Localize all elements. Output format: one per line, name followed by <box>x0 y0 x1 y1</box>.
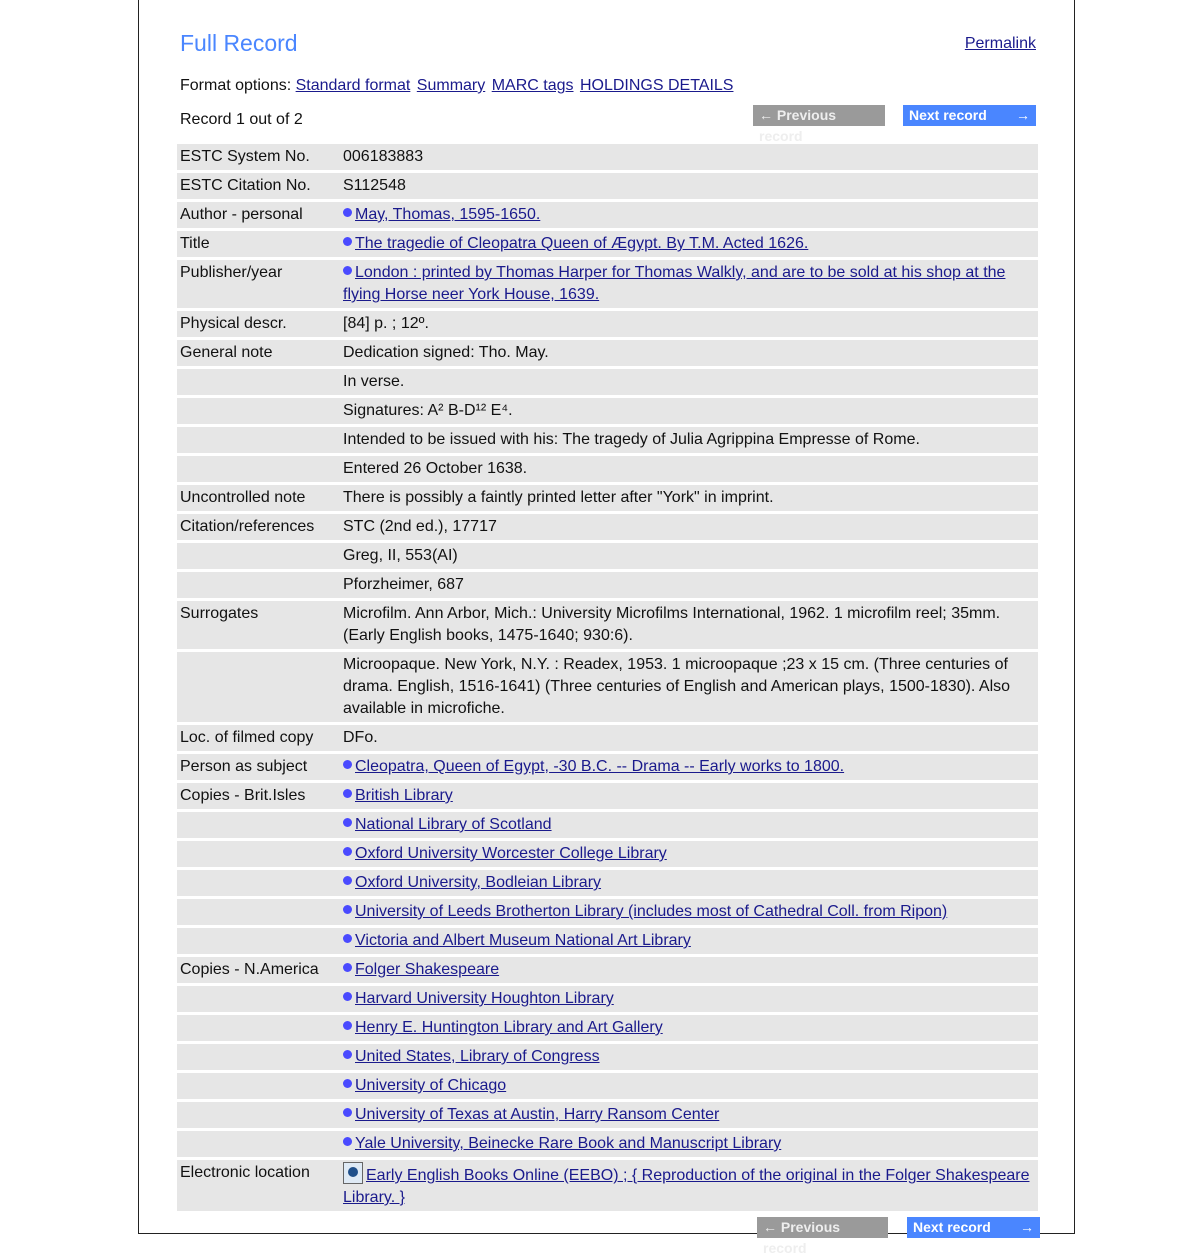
field-value-cell <box>340 1015 1038 1041</box>
previous-record-button-bottom[interactable] <box>757 1217 888 1256</box>
field-label: Uncontrolled note <box>177 485 340 511</box>
arrow-right-icon: → <box>1020 1219 1034 1235</box>
field-value-link[interactable]: Oxford University, Bodleian Library <box>355 874 602 891</box>
field-label <box>177 369 340 395</box>
field-value-link[interactable]: National Library of Scotland <box>355 816 552 833</box>
record-row <box>177 1073 1038 1099</box>
field-label <box>177 543 340 569</box>
record-table <box>177 141 1038 1214</box>
field-value-cell <box>340 572 1038 598</box>
record-row <box>177 340 1038 366</box>
field-value-cell <box>340 311 1038 337</box>
field-value-cell <box>340 841 1038 867</box>
bullet-icon <box>343 1050 352 1059</box>
field-value-link[interactable]: University of Leeds Brotherton Library (includes most of Cathedral Coll. from Ripon) <box>355 903 948 920</box>
bullet-icon <box>343 208 352 217</box>
next-record-label: Next record <box>913 1219 991 1235</box>
record-row <box>177 601 1038 649</box>
format-options-label: Format options: <box>180 77 292 94</box>
format-options <box>180 77 735 95</box>
record-row <box>177 754 1038 780</box>
record-row <box>177 1102 1038 1128</box>
record-row <box>177 427 1038 453</box>
field-label <box>177 427 340 453</box>
record-row <box>177 870 1038 896</box>
field-value: S112548 <box>343 177 406 194</box>
record-row <box>177 260 1038 308</box>
bullet-icon <box>343 905 352 914</box>
field-label: ESTC Citation No. <box>177 173 340 199</box>
field-value-cell <box>340 986 1038 1012</box>
field-label <box>177 841 340 867</box>
field-label: Author - personal <box>177 202 340 228</box>
record-row <box>177 1160 1038 1211</box>
bullet-icon <box>343 789 352 798</box>
field-label: Loc. of filmed copy <box>177 725 340 751</box>
field-value-link[interactable]: United States, Library of Congress <box>355 1048 600 1065</box>
field-value-cell <box>340 1044 1038 1070</box>
field-value-link[interactable]: Yale University, Beinecke Rare Book and Manuscript Library <box>355 1135 782 1152</box>
field-value-cell <box>340 144 1038 170</box>
record-row <box>177 652 1038 722</box>
field-label <box>177 1015 340 1041</box>
field-value: Dedication signed: Tho. May. <box>343 344 549 361</box>
record-row <box>177 928 1038 954</box>
bullet-icon <box>343 760 352 769</box>
field-value: There is possibly a faintly printed letter after "York" in imprint. <box>343 489 774 506</box>
field-value: Intended to be issued with his: The tragedy of Julia Agrippina Empresse of Rome. <box>343 431 920 448</box>
field-value-cell <box>340 1131 1038 1157</box>
field-value-link[interactable]: The tragedie of Cleopatra Queen of Ægypt. By T.M. Acted 1626. <box>355 235 809 252</box>
record-row <box>177 899 1038 925</box>
bullet-icon <box>343 1021 352 1030</box>
field-value: Signatures: A² B-D¹² E⁴. <box>343 402 513 419</box>
field-label: Surrogates <box>177 601 340 649</box>
field-label: Copies - Brit.Isles <box>177 783 340 809</box>
field-label: Physical descr. <box>177 311 340 337</box>
bullet-icon <box>343 992 352 1001</box>
arrow-right-icon: → <box>1016 107 1030 123</box>
field-value: Pforzheimer, 687 <box>343 576 464 593</box>
record-row <box>177 1044 1038 1070</box>
record-row <box>177 398 1038 424</box>
field-label <box>177 652 340 722</box>
field-value-cell <box>340 754 1038 780</box>
record-row <box>177 231 1038 257</box>
record-row <box>177 783 1038 809</box>
field-value-cell <box>340 601 1038 649</box>
field-value-cell <box>340 369 1038 395</box>
format-standard-link[interactable]: Standard format <box>295 77 411 94</box>
field-value-cell <box>340 1073 1038 1099</box>
field-value-cell <box>340 514 1038 540</box>
field-value-link[interactable]: University of Chicago <box>355 1077 507 1094</box>
record-row <box>177 543 1038 569</box>
field-value-cell <box>340 260 1038 308</box>
record-row <box>177 485 1038 511</box>
field-value-link[interactable]: Cleopatra, Queen of Egypt, -30 B.C. -- Drama -- Early works to 1800. <box>355 758 845 775</box>
field-label <box>177 870 340 896</box>
next-record-button-top[interactable] <box>903 105 1036 126</box>
record-row <box>177 812 1038 838</box>
field-label: Citation/references <box>177 514 340 540</box>
permalink-link[interactable]: Permalink <box>964 35 1036 52</box>
record-row <box>177 369 1038 395</box>
field-label <box>177 986 340 1012</box>
record-row <box>177 1015 1038 1041</box>
field-value-cell <box>340 652 1038 722</box>
field-value-cell <box>340 957 1038 983</box>
field-label: Copies - N.America <box>177 957 340 983</box>
record-row <box>177 572 1038 598</box>
field-value-link[interactable]: Victoria and Albert Museum National Art Library <box>355 932 691 949</box>
field-label <box>177 899 340 925</box>
previous-record-button-top[interactable] <box>753 105 885 144</box>
bullet-icon <box>343 876 352 885</box>
field-label: Publisher/year <box>177 260 340 308</box>
field-value-link[interactable]: May, Thomas, 1595-1650. <box>355 206 541 223</box>
bullet-icon <box>343 266 352 275</box>
arrow-left-icon: ← <box>759 107 773 123</box>
field-value-cell <box>340 398 1038 424</box>
field-value-cell <box>340 427 1038 453</box>
field-label <box>177 456 340 482</box>
record-row <box>177 202 1038 228</box>
field-value-cell <box>340 1102 1038 1128</box>
arrow-left-icon: ← <box>763 1219 777 1235</box>
record-row <box>177 841 1038 867</box>
bullet-icon <box>343 963 352 972</box>
previous-record-label: Previous record <box>759 107 837 144</box>
field-value: DFo. <box>343 729 378 746</box>
bullet-icon <box>343 847 352 856</box>
field-value-cell <box>340 485 1038 511</box>
field-value: [84] p. ; 12º. <box>343 315 429 332</box>
next-record-button-bottom[interactable] <box>907 1217 1040 1238</box>
field-value-cell <box>340 899 1038 925</box>
field-value-cell <box>340 340 1038 366</box>
record-count: Record 1 out of 2 <box>180 111 303 128</box>
field-value: In verse. <box>343 373 405 390</box>
record-row <box>177 986 1038 1012</box>
record-row <box>177 957 1038 983</box>
field-label: General note <box>177 340 340 366</box>
field-value: Entered 26 October 1638. <box>343 460 528 477</box>
record-row <box>177 1131 1038 1157</box>
field-value-link[interactable]: Harvard University Houghton Library <box>355 990 614 1007</box>
field-label: ESTC System No. <box>177 144 340 170</box>
field-label: Title <box>177 231 340 257</box>
field-label: Person as subject <box>177 754 340 780</box>
previous-record-label: Previous record <box>763 1219 841 1256</box>
field-label <box>177 1131 340 1157</box>
format-marc-tags-link[interactable]: MARC tags <box>491 77 574 94</box>
field-label <box>177 572 340 598</box>
record-row <box>177 173 1038 199</box>
field-value-cell <box>340 783 1038 809</box>
field-value-cell <box>340 725 1038 751</box>
field-value: STC (2nd ed.), 17717 <box>343 518 497 535</box>
field-value-cell <box>340 812 1038 838</box>
field-label <box>177 398 340 424</box>
field-value: Greg, II, 553(AI) <box>343 547 458 564</box>
field-value-link[interactable]: Henry E. Huntington Library and Art Gallery <box>355 1019 663 1036</box>
record-row <box>177 456 1038 482</box>
field-label <box>177 928 340 954</box>
bullet-icon <box>343 1108 352 1117</box>
record-row <box>177 725 1038 751</box>
field-value-link[interactable]: Early English Books Online (EEBO) ; { Reproduction of the original in the Folger Shakespeare Library. } <box>343 1167 1030 1206</box>
bullet-icon <box>343 237 352 246</box>
field-value-cell <box>340 173 1038 199</box>
field-value: Microopaque. New York, N.Y. : Readex, 1953. 1 microopaque ;23 x 15 cm. (Three centuries of drama. English, 1516-1641) (Three centuries of English and American plays, 1500-1830). Also available in microfiche. <box>343 656 1011 717</box>
field-value-cell <box>340 231 1038 257</box>
field-value-cell <box>340 1160 1038 1211</box>
eebo-icon <box>343 1162 363 1184</box>
next-record-label: Next record <box>909 107 987 123</box>
field-label <box>177 1102 340 1128</box>
record-row <box>177 311 1038 337</box>
field-value-link[interactable]: Oxford University Worcester College Library <box>355 845 667 862</box>
field-label <box>177 1073 340 1099</box>
bullet-icon <box>343 1137 352 1146</box>
field-value-cell <box>340 202 1038 228</box>
record-row <box>177 514 1038 540</box>
field-value-link[interactable]: London : printed by Thomas Harper for Thomas Walkly, and are to be sold at his shop at the flying Horse neer York House, 1639. <box>343 264 1006 303</box>
field-value-link[interactable]: University of Texas at Austin, Harry Ransom Center <box>355 1106 720 1123</box>
record-row <box>177 144 1038 170</box>
field-value-cell <box>340 543 1038 569</box>
field-value-cell <box>340 928 1038 954</box>
field-value-link[interactable]: Folger Shakespeare <box>355 961 500 978</box>
field-label <box>177 812 340 838</box>
field-label <box>177 1044 340 1070</box>
format-summary-link[interactable]: Summary <box>416 77 486 94</box>
bullet-icon <box>343 1079 352 1088</box>
page-title: Full Record <box>180 30 298 56</box>
format-holdings-link[interactable]: HOLDINGS DETAILS <box>579 77 734 94</box>
bullet-icon <box>343 934 352 943</box>
bullet-icon <box>343 818 352 827</box>
field-value-link[interactable]: British Library <box>355 787 453 804</box>
field-value: 006183883 <box>343 148 424 165</box>
field-value: Microfilm. Ann Arbor, Mich.: University Microfilms International, 1962. 1 microfilm reel; 35mm. (Early English books, 1475-1640; 930:6). <box>343 605 1001 644</box>
field-value-cell <box>340 456 1038 482</box>
field-label: Electronic location <box>177 1160 340 1211</box>
field-value-cell <box>340 870 1038 896</box>
